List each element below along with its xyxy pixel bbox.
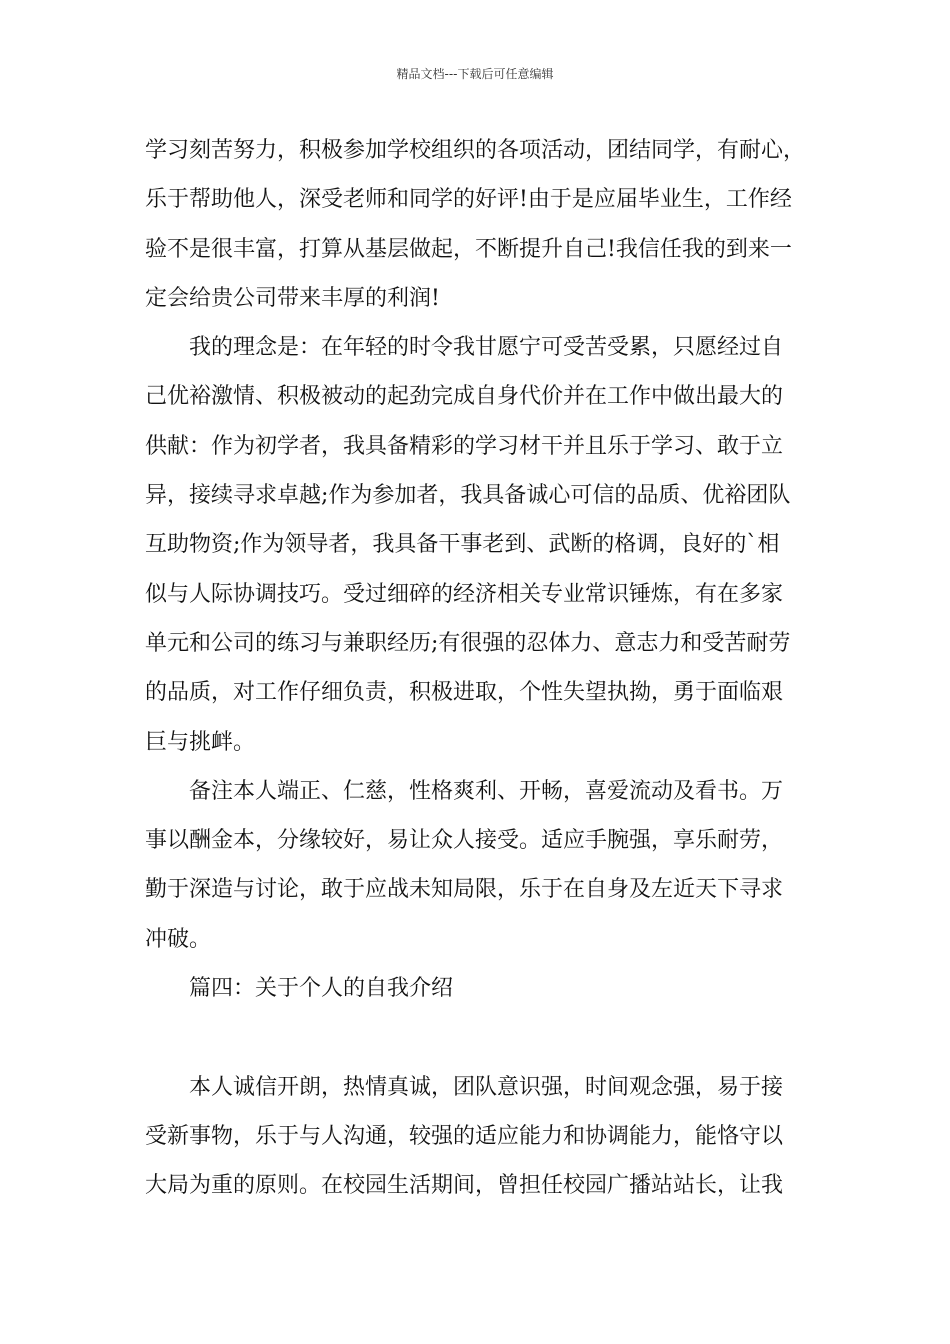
section-heading: 篇四：关于个人的自我介绍 — [189, 976, 454, 1002]
page-header: 精品文档---下载后可任意编辑 — [396, 67, 554, 81]
text-line: 乐于帮助他人，深受老师和同学的好评!由于是应届毕业生，工作经 — [145, 187, 792, 213]
text-line: 定会给贵公司带来丰厚的利润! — [145, 285, 440, 311]
text-line: 互助物资;作为领导者，我具备干事老到、武断的格调，良好的`相 — [145, 532, 780, 558]
text-line: 学习刻苦努力，积极参加学校组织的各项活动，团结同学，有耐心， — [145, 138, 806, 163]
text-line: 勤于深造与讨论，敢于应战未知局限，乐于在自身及左近天下寻求 — [145, 877, 784, 903]
text-line: 事以酬金本，分缘较好，易让众人接受。适应手腕强，享乐耐劳， — [145, 828, 784, 854]
text-line: 验不是很丰富，打算从基层做起，不断提升自己!我信任我的到来一 — [145, 236, 792, 262]
text-line: 的品质，对工作仔细负责，积极进取，个性失望执拗，勇于面临艰 — [145, 680, 784, 706]
text-line: 己优裕激情、积极被动的起劲完成自身代价并在工作中做出最大的 — [145, 384, 784, 410]
text-line: 巨与挑衅。 — [145, 729, 256, 755]
blank-line — [145, 1013, 805, 1062]
text-line: 受新事物，乐于与人沟通，较强的适应能力和协调能力，能恪守以 — [145, 1123, 784, 1149]
text-line: 备注本人端正、仁慈，性格爽利、开畅，喜爱流动及看书。万 — [189, 778, 784, 804]
text-line: 异，接续寻求卓越;作为参加者，我具备诚心可信的品质、优裕团队 — [145, 483, 791, 509]
text-line: 我的理念是：在年轻的时令我甘愿宁可受苦受累，只愿经过自 — [189, 335, 784, 361]
text-line: 供献：作为初学者，我具备精彩的学习材干并且乐于学习、敢于立 — [145, 433, 784, 459]
text-line: 似与人际协调技巧。受过细碎的经济相关专业常识锤炼，有在多家 — [145, 581, 784, 607]
text-line: 本人诚信开朗，热情真诚，团队意识强，时间观念强，易于接 — [189, 1074, 784, 1100]
text-line: 大局为重的原则。在校园生活期间，曾担任校园广播站站长，让我 — [145, 1173, 784, 1199]
text-line: 单元和公司的练习与兼职经历;有很强的忍体力、意志力和受苦耐劳 — [145, 630, 791, 656]
document-body — [145, 126, 805, 1211]
text-line: 冲破。 — [145, 926, 212, 952]
